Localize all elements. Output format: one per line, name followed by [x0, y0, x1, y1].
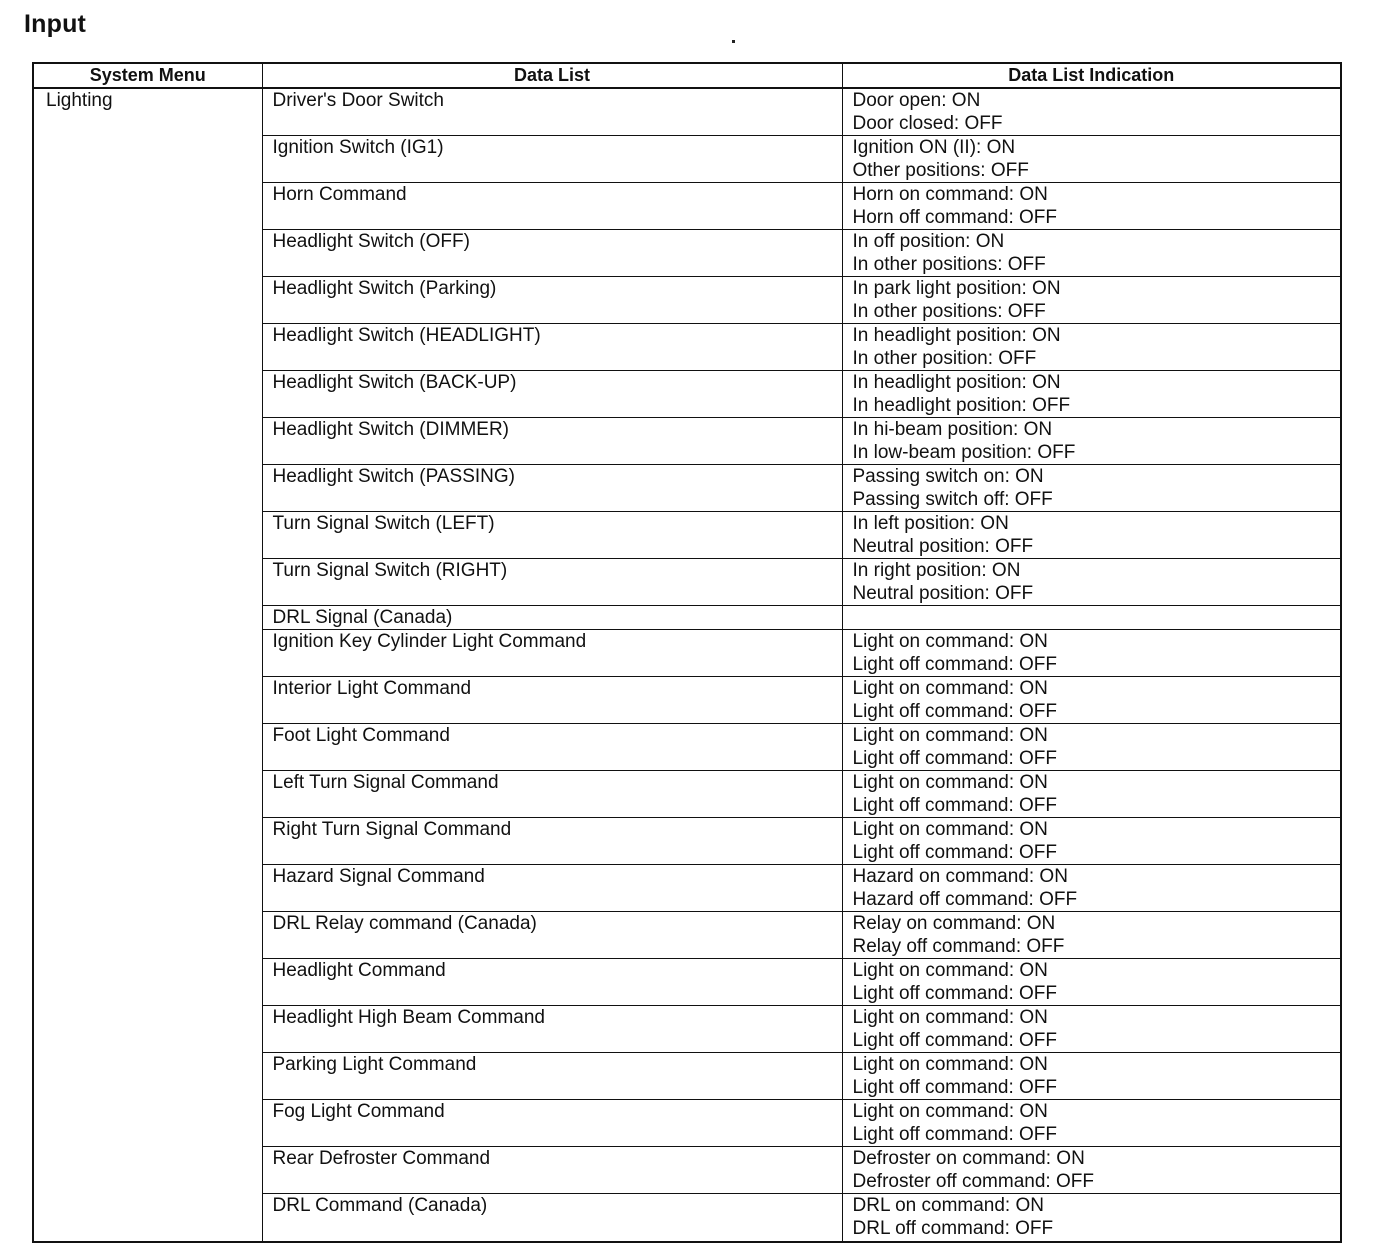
indication-off: DRL off command: OFF [852, 1218, 1054, 1239]
indication-off: Other positions: OFF [852, 160, 1029, 181]
data-list-indication [842, 865, 1341, 912]
data-list-indication [842, 606, 1341, 630]
data-list-item: Hazard Signal Command [262, 865, 842, 912]
header-data-list: Data List [262, 63, 842, 88]
indication-on: Light on command: ON [852, 678, 1048, 699]
table-row [33, 88, 1341, 136]
data-list-indication [842, 512, 1341, 559]
indication-off: Light off command: OFF [852, 1030, 1058, 1051]
indication-on: In hi-beam position: ON [852, 419, 1053, 440]
header-system-menu: System Menu [33, 63, 262, 88]
system-menu-cell: Lighting [33, 88, 262, 1242]
table-body [33, 88, 1341, 1242]
data-list-item: Headlight Switch (BACK-UP) [262, 371, 842, 418]
data-list-item: Ignition Switch (IG1) [262, 136, 842, 183]
indication-off: Light off command: OFF [852, 795, 1058, 816]
data-list-indication [842, 1147, 1341, 1194]
indication-off: Light off command: OFF [852, 842, 1058, 863]
indication-off: In other position: OFF [852, 348, 1037, 369]
indication-on: Light on command: ON [852, 960, 1048, 981]
indication-on: Horn on command: ON [852, 184, 1048, 205]
indication-on: Ignition ON (II): ON [852, 137, 1016, 158]
data-list-indication [842, 630, 1341, 677]
indication-off: Light off command: OFF [852, 1124, 1058, 1145]
data-list-indication [842, 465, 1341, 512]
data-list-item: Headlight Switch (HEADLIGHT) [262, 324, 842, 371]
data-list-item: Fog Light Command [262, 1100, 842, 1147]
indication-off: Relay off command: OFF [852, 936, 1065, 957]
data-list-item: Turn Signal Switch (LEFT) [262, 512, 842, 559]
data-list-item: Parking Light Command [262, 1053, 842, 1100]
data-list-indication [842, 136, 1341, 183]
data-list-item: DRL Command (Canada) [262, 1194, 842, 1242]
indication-off: In low-beam position: OFF [852, 442, 1076, 463]
data-list-item: Driver's Door Switch [262, 88, 842, 136]
indication-off: In other positions: OFF [852, 254, 1046, 275]
indication-on: In headlight position: ON [852, 372, 1061, 393]
indication-on: Light on command: ON [852, 1007, 1048, 1028]
data-list-indication [842, 912, 1341, 959]
indication-off: Neutral position: OFF [852, 536, 1034, 557]
data-list-indication [842, 371, 1341, 418]
indication-on: DRL on command: ON [852, 1195, 1044, 1216]
data-list-item: Foot Light Command [262, 724, 842, 771]
data-list-indication [842, 1006, 1341, 1053]
table-header-row [33, 63, 1341, 88]
stray-dot [732, 40, 735, 43]
indication-on: Door open: ON [852, 90, 981, 111]
data-list-table [32, 62, 1342, 1243]
data-list-item: DRL Signal (Canada) [262, 606, 842, 630]
data-list-item: Turn Signal Switch (RIGHT) [262, 559, 842, 606]
data-list-item: Right Turn Signal Command [262, 818, 842, 865]
indication-on: Passing switch on: ON [852, 466, 1044, 487]
data-list-indication [842, 559, 1341, 606]
indication-on: In headlight position: ON [852, 325, 1061, 346]
indication-off: Light off command: OFF [852, 701, 1058, 722]
indication-off: In other positions: OFF [852, 301, 1046, 322]
data-list-indication [842, 1100, 1341, 1147]
data-list-indication [842, 677, 1341, 724]
indication-on: In right position: ON [852, 560, 1021, 581]
data-list-item: Ignition Key Cylinder Light Command [262, 630, 842, 677]
data-list-item: Headlight Switch (Parking) [262, 277, 842, 324]
indication-off: Horn off command: OFF [852, 207, 1057, 228]
indication-off: Light off command: OFF [852, 654, 1058, 675]
indication-on: In off position: ON [852, 231, 1005, 252]
data-list-indication [842, 818, 1341, 865]
indication-on: Defroster on command: ON [852, 1148, 1085, 1169]
data-list-item: Horn Command [262, 183, 842, 230]
data-list-indication [842, 724, 1341, 771]
indication-off: Passing switch off: OFF [852, 489, 1053, 510]
data-list-indication [842, 183, 1341, 230]
indication-on: Hazard on command: ON [852, 866, 1068, 887]
page-title: Input [24, 10, 87, 38]
data-list-indication [842, 324, 1341, 371]
data-list-indication [842, 1194, 1341, 1242]
indication-on: In left position: ON [852, 513, 1009, 534]
indication-on: Light on command: ON [852, 631, 1048, 652]
data-list-item: Headlight Switch (OFF) [262, 230, 842, 277]
data-list-item: DRL Relay command (Canada) [262, 912, 842, 959]
indication-off: Defroster off command: OFF [852, 1171, 1094, 1192]
indication-on: Relay on command: ON [852, 913, 1056, 934]
data-list-item: Interior Light Command [262, 677, 842, 724]
indication-off: Door closed: OFF [852, 113, 1003, 134]
data-list-indication [842, 771, 1341, 818]
indication-off: Neutral position: OFF [852, 583, 1034, 604]
indication-off: In headlight position: OFF [852, 395, 1071, 416]
data-list-item: Left Turn Signal Command [262, 771, 842, 818]
data-list-indication [842, 88, 1341, 136]
data-list-indication [842, 959, 1341, 1006]
data-list-item: Headlight Switch (PASSING) [262, 465, 842, 512]
indication-off: Hazard off command: OFF [852, 889, 1078, 910]
data-list-indication [842, 230, 1341, 277]
data-list-item: Headlight Switch (DIMMER) [262, 418, 842, 465]
data-list-indication [842, 277, 1341, 324]
indication-off: Light off command: OFF [852, 1077, 1058, 1098]
indication-off: Light off command: OFF [852, 983, 1058, 1004]
header-data-list-indication: Data List Indication [842, 63, 1341, 88]
data-list-indication [842, 418, 1341, 465]
data-list-item: Rear Defroster Command [262, 1147, 842, 1194]
indication-on: Light on command: ON [852, 725, 1048, 746]
data-list-indication [842, 1053, 1341, 1100]
indication-on: Light on command: ON [852, 1054, 1048, 1075]
indication-on: In park light position: ON [852, 278, 1061, 299]
indication-on: Light on command: ON [852, 772, 1048, 793]
indication-on: Light on command: ON [852, 1101, 1048, 1122]
data-list-item: Headlight High Beam Command [262, 1006, 842, 1053]
data-list-item: Headlight Command [262, 959, 842, 1006]
indication-on: Light on command: ON [852, 819, 1048, 840]
indication-off: Light off command: OFF [852, 748, 1058, 769]
